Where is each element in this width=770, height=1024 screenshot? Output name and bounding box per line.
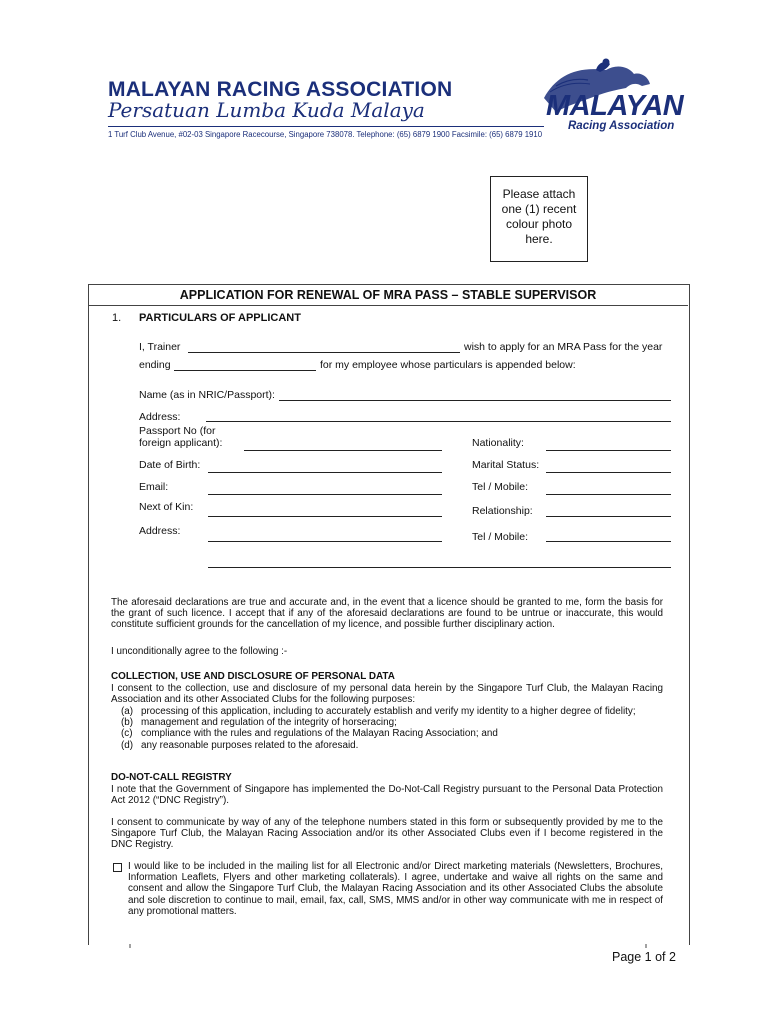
ending-suffix: for my employee whose particulars is appended below: [320, 359, 576, 371]
list-item-label: (b) [121, 717, 134, 729]
tel-field[interactable] [546, 494, 671, 495]
pdpa-list [121, 706, 663, 751]
relationship-label: Relationship: [472, 505, 533, 517]
declaration-text: The aforesaid declarations are true and accurate and, in the event that a licence should be granted to me, form the basis for the grant of such licence. I accept that if any of the aforesaid declarations are found to be untrue or inaccurate, this would constitute sufficient grounds for the cancellation of my licence, and possible further disciplinary action. [111, 597, 663, 631]
marital-field[interactable] [546, 472, 671, 473]
name-field[interactable] [279, 400, 671, 401]
dnc-text: I note that the Government of Singapore has implemented the Do-Not-Call Registry pursuant to the Personal Data Protection Act 2012 (“DNC Registry”). [111, 784, 663, 807]
form-bottom-ticks [90, 944, 686, 948]
mailing-list-text: I would like to be included in the mailing list for all Electronic and/or Direct marketing materials (Newsletters, Brochures, Information Leaflets, Flyers and other marketing collaterals). I agree, undertake and waive all rights on the same and consent and allow the Singapore Turf Club, the Malayan Racing Association and its other Associated Clubs the absolute and sole discretion to continue to mail, email, fax, call, SMS, MMS and/or in other way communicate with me in respect of any promotional matters. [128, 861, 663, 917]
nok-tel-label: Tel / Mobile: [472, 531, 529, 543]
list-item-text: management and regulation of the integrity of horseracing; [141, 717, 397, 729]
next-of-kin-field[interactable] [208, 516, 442, 517]
photo-box-line: here. [525, 232, 553, 246]
next-of-kin-label: Next of Kin: [139, 501, 194, 513]
header-divider [108, 126, 544, 127]
photo-box-line: one (1) recent [501, 202, 577, 216]
marital-label: Marital Status: [472, 459, 540, 471]
email-label: Email: [139, 481, 169, 493]
address-field[interactable] [206, 421, 671, 422]
logo-subtitle: Racing Association [568, 120, 675, 132]
page-number: Page 1 of 2 [612, 950, 676, 964]
trainer-name-field[interactable] [188, 352, 460, 353]
trainer-suffix: wish to apply for an MRA Pass for the year [464, 341, 663, 353]
list-item-text: compliance with the rules and regulations of the Malayan Racing Association; and [141, 728, 498, 740]
photo-box-line: Please attach [502, 187, 576, 201]
section-title: PARTICULARS OF APPLICANT [139, 312, 301, 324]
org-name: MALAYAN RACING ASSOCIATION [108, 78, 453, 101]
name-label: Name (as in NRIC/Passport): [139, 389, 275, 401]
trainer-prefix: I, Trainer [139, 341, 181, 353]
form-title-divider [88, 305, 688, 306]
ending-year-field[interactable] [174, 370, 316, 371]
pdpa-text: I consent to the collection, use and disclosure of my personal data herein by the Singapore Turf Club, the Malayan Racing Association and its other Associated Clubs for the following purposes: [111, 683, 663, 706]
logo-wordmark: MALAYAN [546, 90, 684, 122]
passport-label-line2: foreign applicant): [139, 437, 223, 449]
mra-logo [536, 56, 686, 136]
nationality-label: Nationality: [472, 437, 524, 449]
nok-tel-field[interactable] [546, 541, 671, 542]
photo-attachment-box[interactable] [490, 176, 588, 262]
nok-address-label: Address: [139, 525, 181, 537]
list-item-text: any reasonable purposes related to the aforesaid. [141, 739, 359, 751]
list-item [121, 740, 663, 751]
list-item-label: (a) [121, 706, 134, 717]
address-label: Address: [139, 411, 181, 423]
form-title: APPLICATION FOR RENEWAL OF MRA PASS – STABLE SUPERVISOR [179, 288, 597, 302]
list-item [121, 717, 663, 728]
list-item [121, 706, 663, 717]
dob-label: Date of Birth: [139, 459, 201, 471]
agree-text: I unconditionally agree to the following :- [111, 646, 288, 657]
list-item-text: processing of this application, including to accurately establish and verify my identity to a higher degree of fidelity; [141, 706, 636, 717]
list-item [121, 728, 663, 739]
org-name-malay: Persatuan Lumba Kuda Malaya [108, 98, 425, 122]
photo-box-line: colour photo [505, 217, 573, 231]
nok-address-field-line2[interactable] [208, 567, 671, 568]
dnc-consent-text: I consent to communicate by way of any of the telephone numbers stated in this form or subsequently provided by me to the Singapore Turf Club, the Malayan Racing Association and/or its other Associated Clubs even if I become registered in the DNC Registry. [111, 817, 663, 851]
tel-label: Tel / Mobile: [472, 481, 529, 493]
org-address: 1 Turf Club Avenue, #02-03 Singapore Racecourse, Singapore 738078. Telephone: (65) 6879 1900 Facsimile: (65) 6879 1910 [108, 130, 543, 139]
mailing-list-checkbox[interactable] [113, 863, 122, 872]
passport-field[interactable] [244, 450, 442, 451]
list-item-label: (d) [121, 739, 134, 751]
section-number: 1. [112, 312, 122, 324]
dnc-heading: DO-NOT-CALL REGISTRY [111, 772, 232, 783]
passport-label-line1: Passport No (for [139, 425, 216, 437]
nok-address-field[interactable] [208, 541, 442, 542]
list-item-label: (c) [121, 728, 133, 740]
dob-field[interactable] [208, 472, 442, 473]
ending-prefix: ending [139, 359, 171, 371]
email-field[interactable] [208, 494, 442, 495]
pdpa-heading: COLLECTION, USE AND DISCLOSURE OF PERSONAL DATA [111, 671, 395, 682]
relationship-field[interactable] [546, 516, 671, 517]
nationality-field[interactable] [546, 450, 671, 451]
